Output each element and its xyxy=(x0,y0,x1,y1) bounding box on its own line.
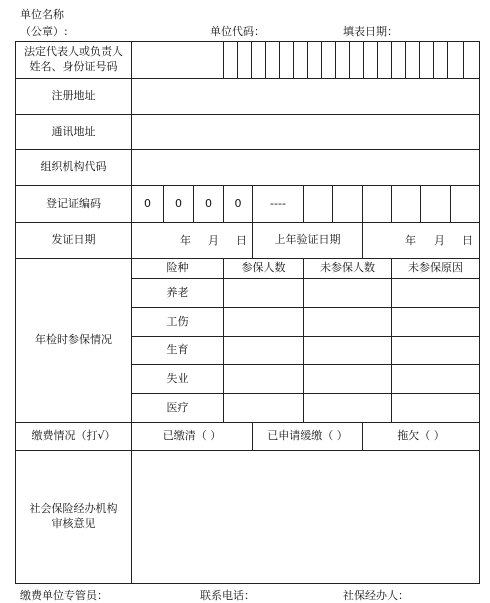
phone-label: 联系电话： xyxy=(200,589,255,602)
review-label-line1: 社会保险经办机构 xyxy=(29,502,118,516)
reg-cert-dash: ---- xyxy=(270,196,286,210)
legal-rep-label xyxy=(16,42,131,78)
handler-label: 社保经办人： xyxy=(343,589,409,602)
reg-cert-digit[interactable]: 0 xyxy=(144,196,151,210)
review-opinion-label xyxy=(16,451,131,583)
insurance-type-unemployment: 失业 xyxy=(166,371,189,385)
mail-address-label: 通讯地址 xyxy=(51,124,96,138)
verify-day-label: 日 xyxy=(462,234,473,247)
payment-option-paid[interactable]: 已缴清（ ） xyxy=(162,429,222,443)
review-label-line2: 审核意见 xyxy=(51,517,96,530)
legal-rep-name-field[interactable] xyxy=(132,42,223,78)
insurance-header-uninsured: 未参保人数 xyxy=(320,261,375,275)
payment-option-deferred[interactable]: 已申请缓缴（ ） xyxy=(267,429,348,443)
legal-rep-label-line2: 姓名、身份证号码 xyxy=(29,60,118,73)
mail-address-field[interactable] xyxy=(132,115,479,149)
insurance-type-medical: 医疗 xyxy=(166,400,189,414)
reg-address-field[interactable] xyxy=(132,79,479,114)
reg-address-label: 注册地址 xyxy=(51,89,96,103)
reg-cert-digit[interactable]: 0 xyxy=(234,196,242,210)
org-code-label: 组织机构代码 xyxy=(40,160,107,174)
insurance-header-type: 险种 xyxy=(166,261,189,275)
insurance-type-maternity: 生育 xyxy=(166,343,189,357)
payment-option-arrears[interactable]: 拖欠（ ） xyxy=(397,429,445,443)
reg-cert-digit[interactable]: 0 xyxy=(205,196,212,210)
officer-label: 缴费单位专管员： xyxy=(20,589,108,602)
cert-date-label: 发证日期 xyxy=(51,233,96,247)
review-opinion-field[interactable] xyxy=(132,451,479,583)
insurance-status-label: 年检时参保情况 xyxy=(35,333,112,347)
id-number-boxes[interactable] xyxy=(224,42,479,78)
unit-code-label: 单位代码： xyxy=(210,25,265,38)
seal-label: （公章）: xyxy=(20,25,68,38)
cert-year-label: 年 xyxy=(180,234,191,247)
unit-name-label: 单位名称 xyxy=(20,8,64,21)
insurance-type-pension: 养老 xyxy=(166,285,189,299)
insurance-type-injury: 工伤 xyxy=(166,314,189,328)
last-verify-date-label: 上年验证日期 xyxy=(274,233,341,247)
org-code-field[interactable] xyxy=(132,150,479,185)
verify-month-label: 月 xyxy=(434,234,445,247)
reg-cert-digit[interactable]: 0 xyxy=(175,196,182,210)
legal-rep-label-line1: 法定代表人或负责人 xyxy=(24,45,123,59)
payment-status-label: 缴费情况（打√） xyxy=(31,429,116,443)
reg-cert-label: 登记证编码 xyxy=(46,196,101,210)
cert-day-label: 日 xyxy=(236,234,247,247)
insurance-header-reason: 未参保原因 xyxy=(408,261,463,275)
insurance-header-insured: 参保人数 xyxy=(241,261,286,275)
verify-year-label: 年 xyxy=(405,234,416,247)
fill-date-label: 填表日期： xyxy=(343,25,398,38)
cert-month-label: 月 xyxy=(208,234,219,247)
